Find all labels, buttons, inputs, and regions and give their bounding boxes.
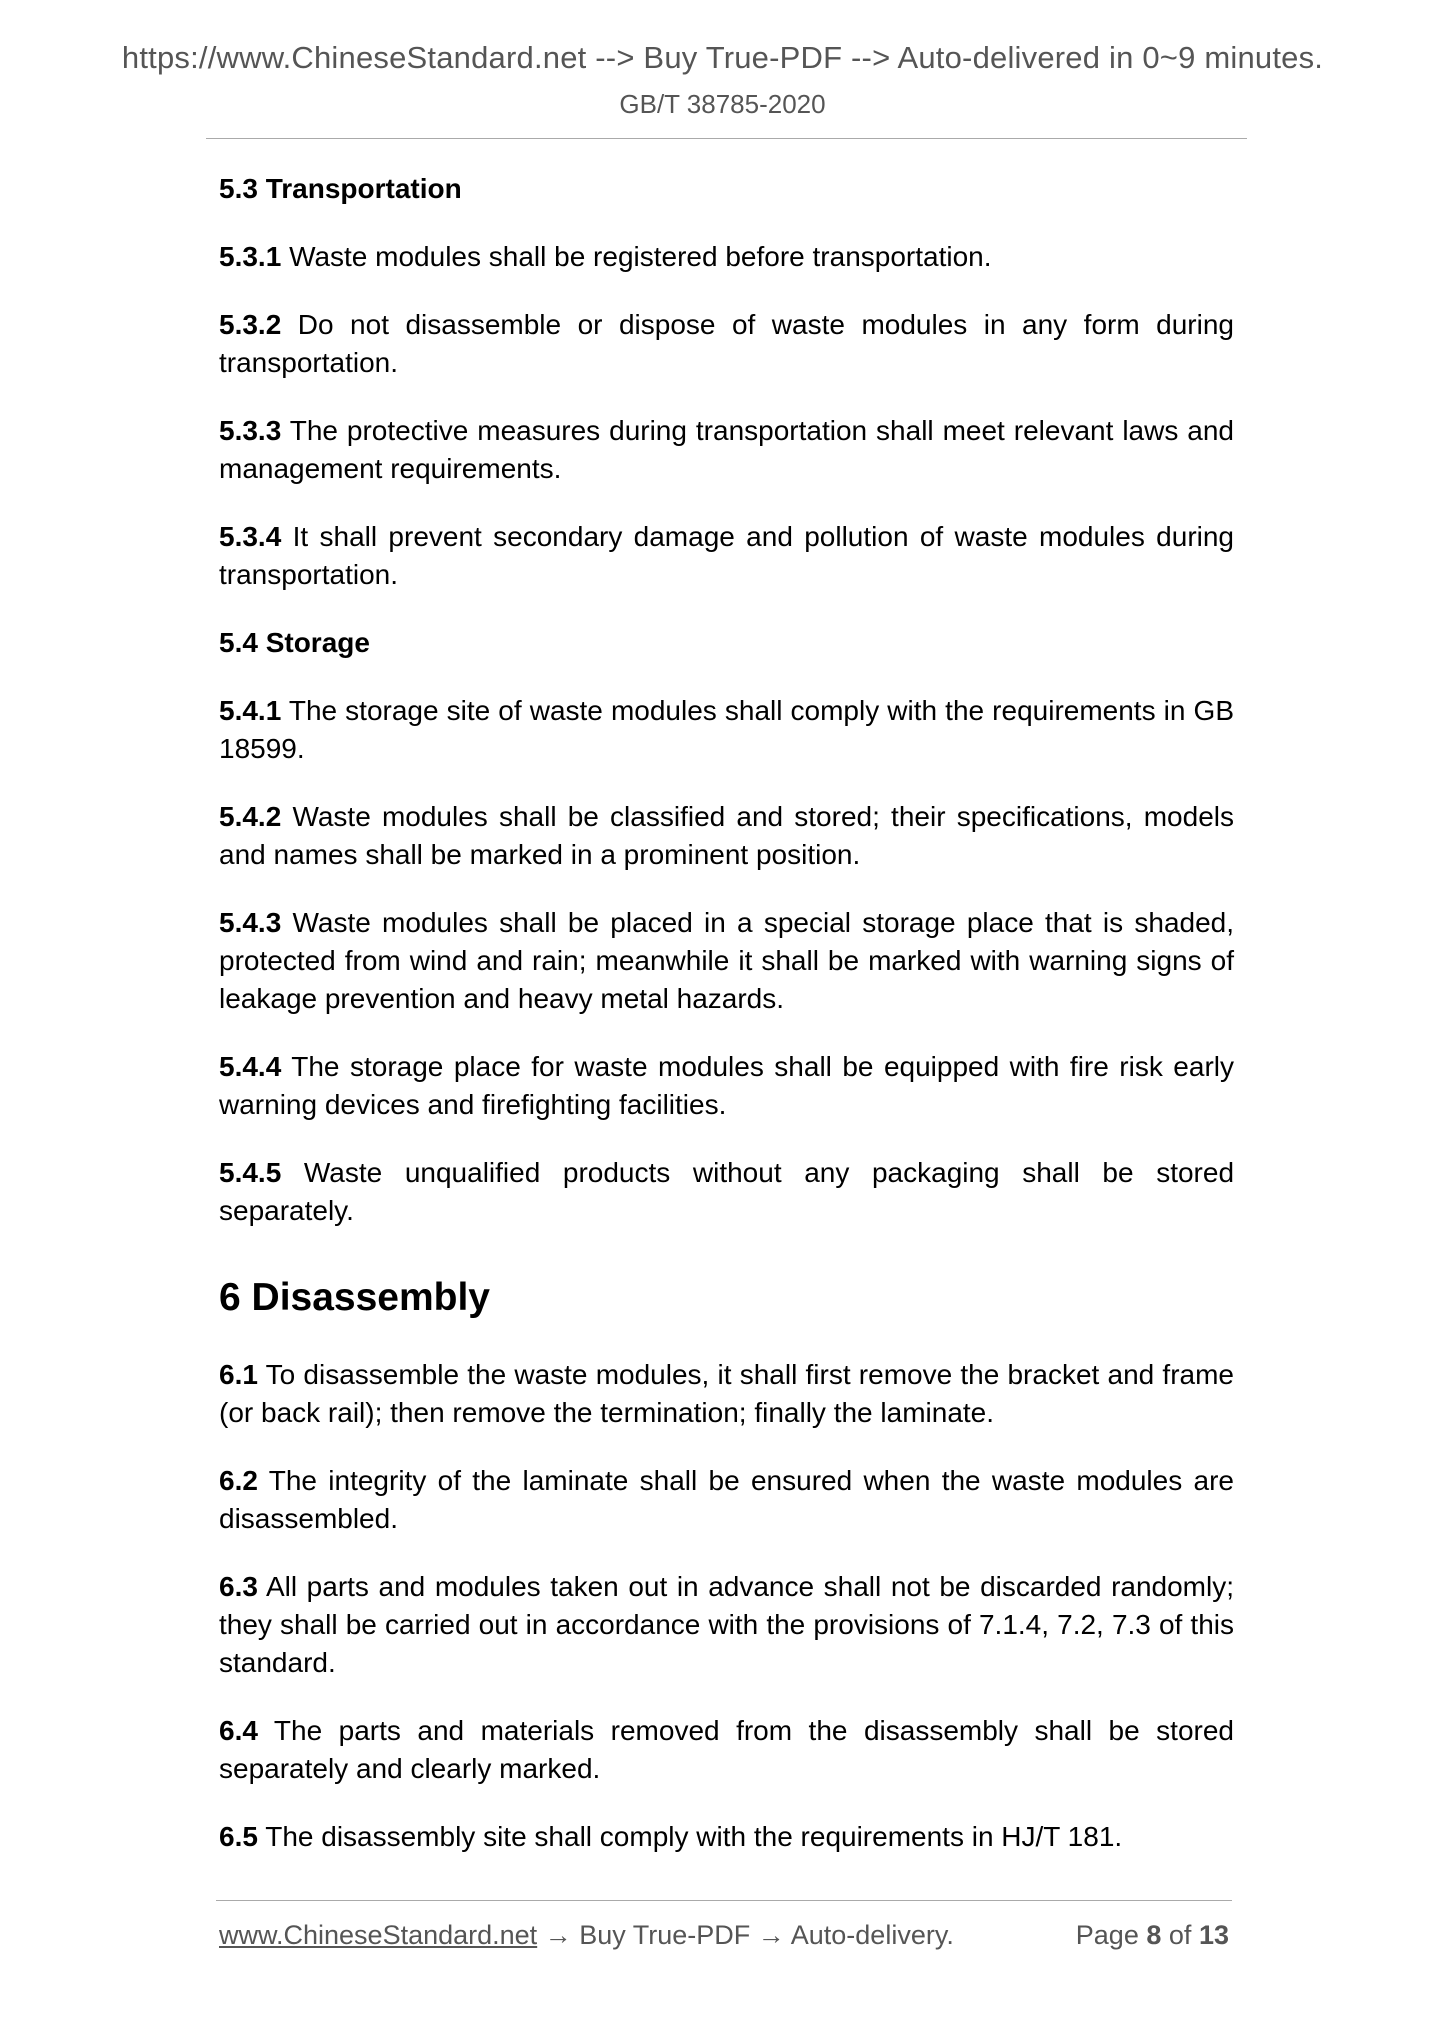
clause-number: 5.4.1 (219, 695, 282, 726)
clause-5-4-4 (219, 1048, 1234, 1124)
chapter-heading-6: 6 Disassembly (219, 1276, 491, 1319)
document-body (219, 170, 1234, 1886)
clause-text: All parts and modules taken out in advance shall not be discarded randomly; they shall be carried out in accordance with the provisions of 7.1.4, 7.2, 7.3 of this standard. (219, 1571, 1235, 1678)
clause-5-4-2 (219, 798, 1234, 874)
clause-5-4-5 (219, 1154, 1234, 1230)
clause-number: 5.4.2 (219, 801, 282, 832)
header-divider (206, 138, 1247, 139)
clause-text: Do not disassemble or dispose of waste modules in any form during transportation. (219, 309, 1234, 378)
clause-number: 6.5 (219, 1821, 258, 1852)
header-url-banner: https://www.ChineseStandard.net --> Buy True-PDF --> Auto-delivered in 0~9 minutes. (121, 40, 1324, 75)
clause-6-5 (219, 1818, 1234, 1856)
clause-text: The parts and materials removed from the disassembly shall be stored separately and clearly marked. (219, 1715, 1234, 1784)
clause-number: 5.3.4 (219, 521, 282, 552)
of-label: of (1168, 1920, 1192, 1950)
clause-text: The storage site of waste modules shall comply with the requirements in GB 18599. (219, 695, 1234, 764)
page-label: Page (1075, 1920, 1139, 1950)
clause-5-3-1 (219, 238, 1234, 276)
clause-number: 5.3.2 (219, 309, 282, 340)
clause-5-3-3 (219, 412, 1234, 488)
current-page-number: 8 (1146, 1920, 1162, 1950)
footer-site-link[interactable]: www.ChineseStandard.net (219, 1920, 538, 1950)
clause-text: The protective measures during transportation shall meet relevant laws and management requirements. (219, 415, 1234, 484)
page-indicator (1076, 1920, 1229, 1951)
footer-tagline: → Buy True-PDF → Auto-delivery. (544, 1920, 954, 1950)
total-page-number: 13 (1198, 1920, 1229, 1950)
clause-text: Waste modules shall be registered before transportation. (289, 241, 992, 272)
clause-text: The integrity of the laminate shall be ensured when the waste modules are disassembled. (219, 1465, 1234, 1534)
section-heading-5-4: 5.4 Storage (219, 627, 370, 658)
clause-number: 6.1 (219, 1359, 258, 1390)
clause-number: 6.4 (219, 1715, 258, 1746)
clause-text: Waste modules shall be placed in a special storage place that is shaded, protected from wind and rain; meanwhile it shall be marked with warning signs of leakage prevention and heavy metal hazards. (219, 907, 1235, 1014)
clause-5-3-2 (219, 306, 1234, 382)
clause-number: 6.2 (219, 1465, 258, 1496)
page-footer (219, 1920, 1229, 1951)
clause-text: It shall prevent secondary damage and pollution of waste modules during transportation. (219, 521, 1235, 590)
clause-5-3-4 (219, 518, 1234, 594)
clause-number: 5.4.4 (219, 1051, 282, 1082)
clause-6-2 (219, 1462, 1234, 1538)
clause-5-4-1 (219, 692, 1234, 768)
clause-number: 5.4.3 (219, 907, 282, 938)
clause-text: Waste unqualified products without any packaging shall be stored separately. (219, 1157, 1235, 1226)
section-heading-5-3: 5.3 Transportation (219, 173, 462, 204)
clause-6-4 (219, 1712, 1234, 1788)
clause-text: To disassemble the waste modules, it shall first remove the bracket and frame (or back rail); then remove the termination; finally the laminate. (219, 1359, 1234, 1428)
clause-5-4-3 (219, 904, 1234, 1018)
clause-number: 5.4.5 (219, 1157, 282, 1188)
clause-text: The disassembly site shall comply with the requirements in HJ/T 181. (265, 1821, 1123, 1852)
clause-text: Waste modules shall be classified and stored; their specifications, models and names shall be marked in a prominent position. (219, 801, 1234, 870)
footer-divider (216, 1900, 1232, 1901)
clause-number: 6.3 (219, 1571, 258, 1602)
clause-number: 5.3.3 (219, 415, 282, 446)
clause-6-3 (219, 1568, 1234, 1682)
header-standard-number: GB/T 38785-2020 (619, 89, 826, 119)
clause-text: The storage place for waste modules shall be equipped with fire risk early warning devices and firefighting facilities. (219, 1051, 1234, 1120)
clause-number: 5.3.1 (219, 241, 282, 272)
clause-6-1 (219, 1356, 1234, 1432)
